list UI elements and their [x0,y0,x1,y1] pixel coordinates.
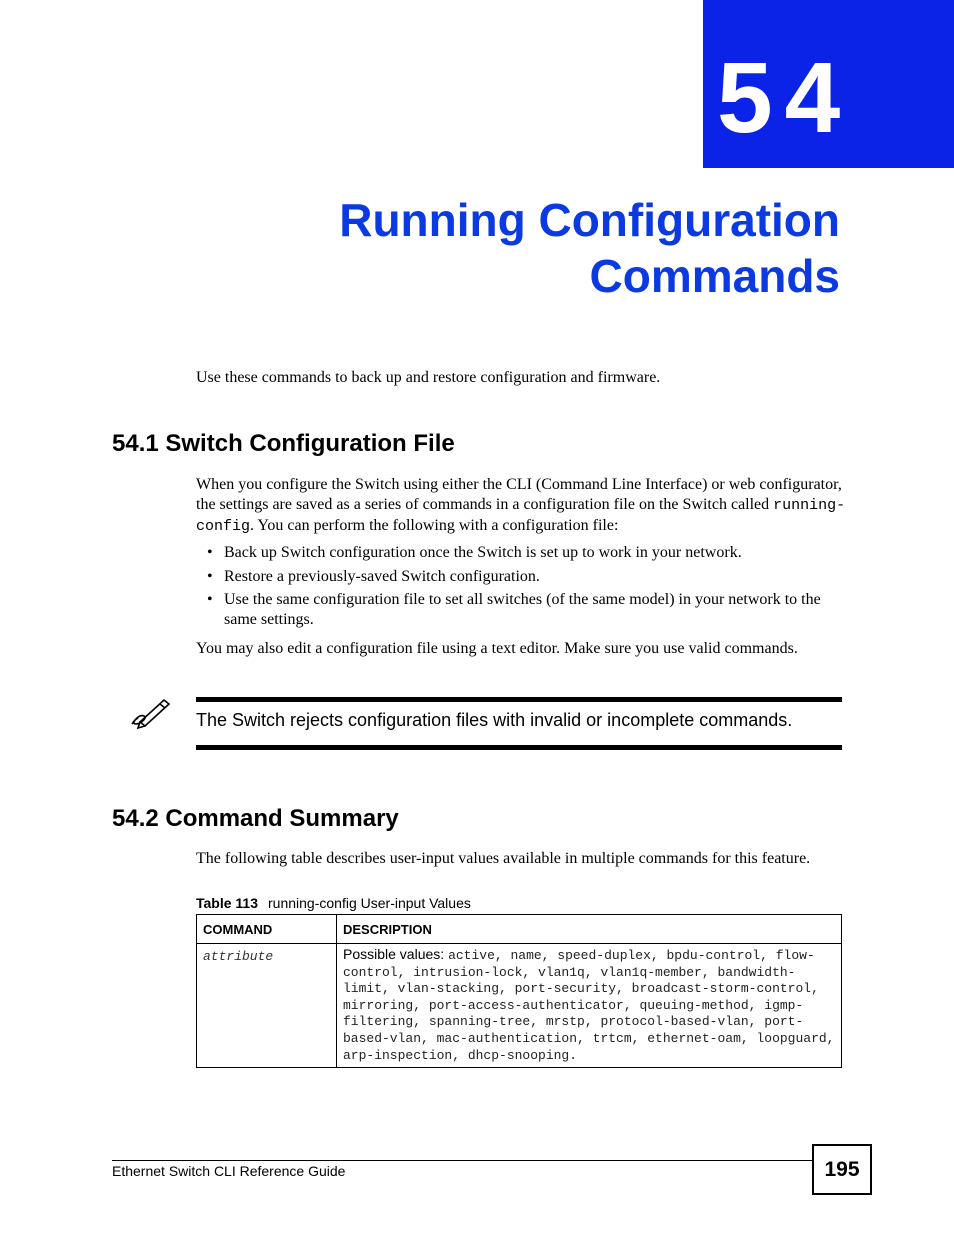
note-top-rule [196,697,842,702]
note-text: The Switch rejects configuration files with invalid or incomplete commands. [196,710,793,730]
page-number: 195 [812,1144,872,1195]
chapter-number-box [703,0,954,168]
bullet-icon: • [207,544,213,561]
footer-guide-title: Ethernet Switch CLI Reference Guide [112,1163,346,1179]
column-header-command: COMMAND [197,915,337,944]
chapter-title-line1: Running Configuration [339,194,840,246]
bullet-icon: • [207,591,213,608]
list-item [196,590,846,630]
table-caption-text: running-config User-input Values [268,895,471,911]
chapter-number: 54 [717,42,853,154]
list-item-text: Use the same configuration file to set all switches (of the same model) in your network to the same settings. [224,591,821,628]
chapter-title [339,192,840,304]
section2-paragraph: The following table describes user-input values available in multiple commands for this feature. [196,850,811,867]
section1-closing: You may also edit a configuration file using a text editor. Make sure you use valid commands. [196,640,798,657]
description-prefix: Possible values: [343,946,449,962]
user-input-values-table [196,914,842,1068]
column-header-description: DESCRIPTION [337,915,842,944]
list-item [196,567,846,587]
table-caption [196,894,471,912]
command-attribute: attribute [203,949,274,964]
table-caption-label: Table 113 [196,895,259,911]
note-bottom-rule [196,745,842,750]
list-item-text: Restore a previously-saved Switch configuration. [224,567,540,585]
description-values: active, name, speed-duplex, bpdu-control, flow-control, intrusion-lock, vlan1q, vlan1q-member, bandwidth-limit, vlan-stacking, port-security, broadcast-storm-control, mirroring, port-access-authenticator, queuing-method, igmp-filtering, spanning-tree, mrstp, protocol-based-vlan, port-based-vlan, mac-authentication, trtcm, ethernet-oam, loopguard, arp-inspection, dhcp-snooping. [343,948,835,1063]
command-cell [197,944,337,1068]
chapter-title-line2: Commands [589,250,840,302]
intro-paragraph: Use these commands to back up and restore configuration and firmware. [196,369,661,386]
description-cell [337,944,842,1068]
section-heading-switch-config-file: 54.1 Switch Configuration File [112,430,455,457]
section1-text-a: When you configure the Switch using either the CLI (Command Line Interface) or web configurator, the settings are saved as a series of commands in a configuration file on the Switch called [196,476,842,513]
bullet-list [196,543,846,634]
footer-rule [112,1160,812,1161]
table-header-row [197,915,842,944]
running-config-code: running-config [196,497,846,535]
section1-text-b: . You can perform the following with a configuration file: [250,517,619,534]
bullet-icon: • [207,567,213,585]
section1-paragraph [196,475,846,537]
pen-note-icon [126,694,174,730]
table-row [197,944,842,1068]
section-heading-command-summary: 54.2 Command Summary [112,805,399,832]
list-item [196,543,846,563]
list-item-text: Back up Switch configuration once the Switch is set up to work in your network. [224,544,742,561]
